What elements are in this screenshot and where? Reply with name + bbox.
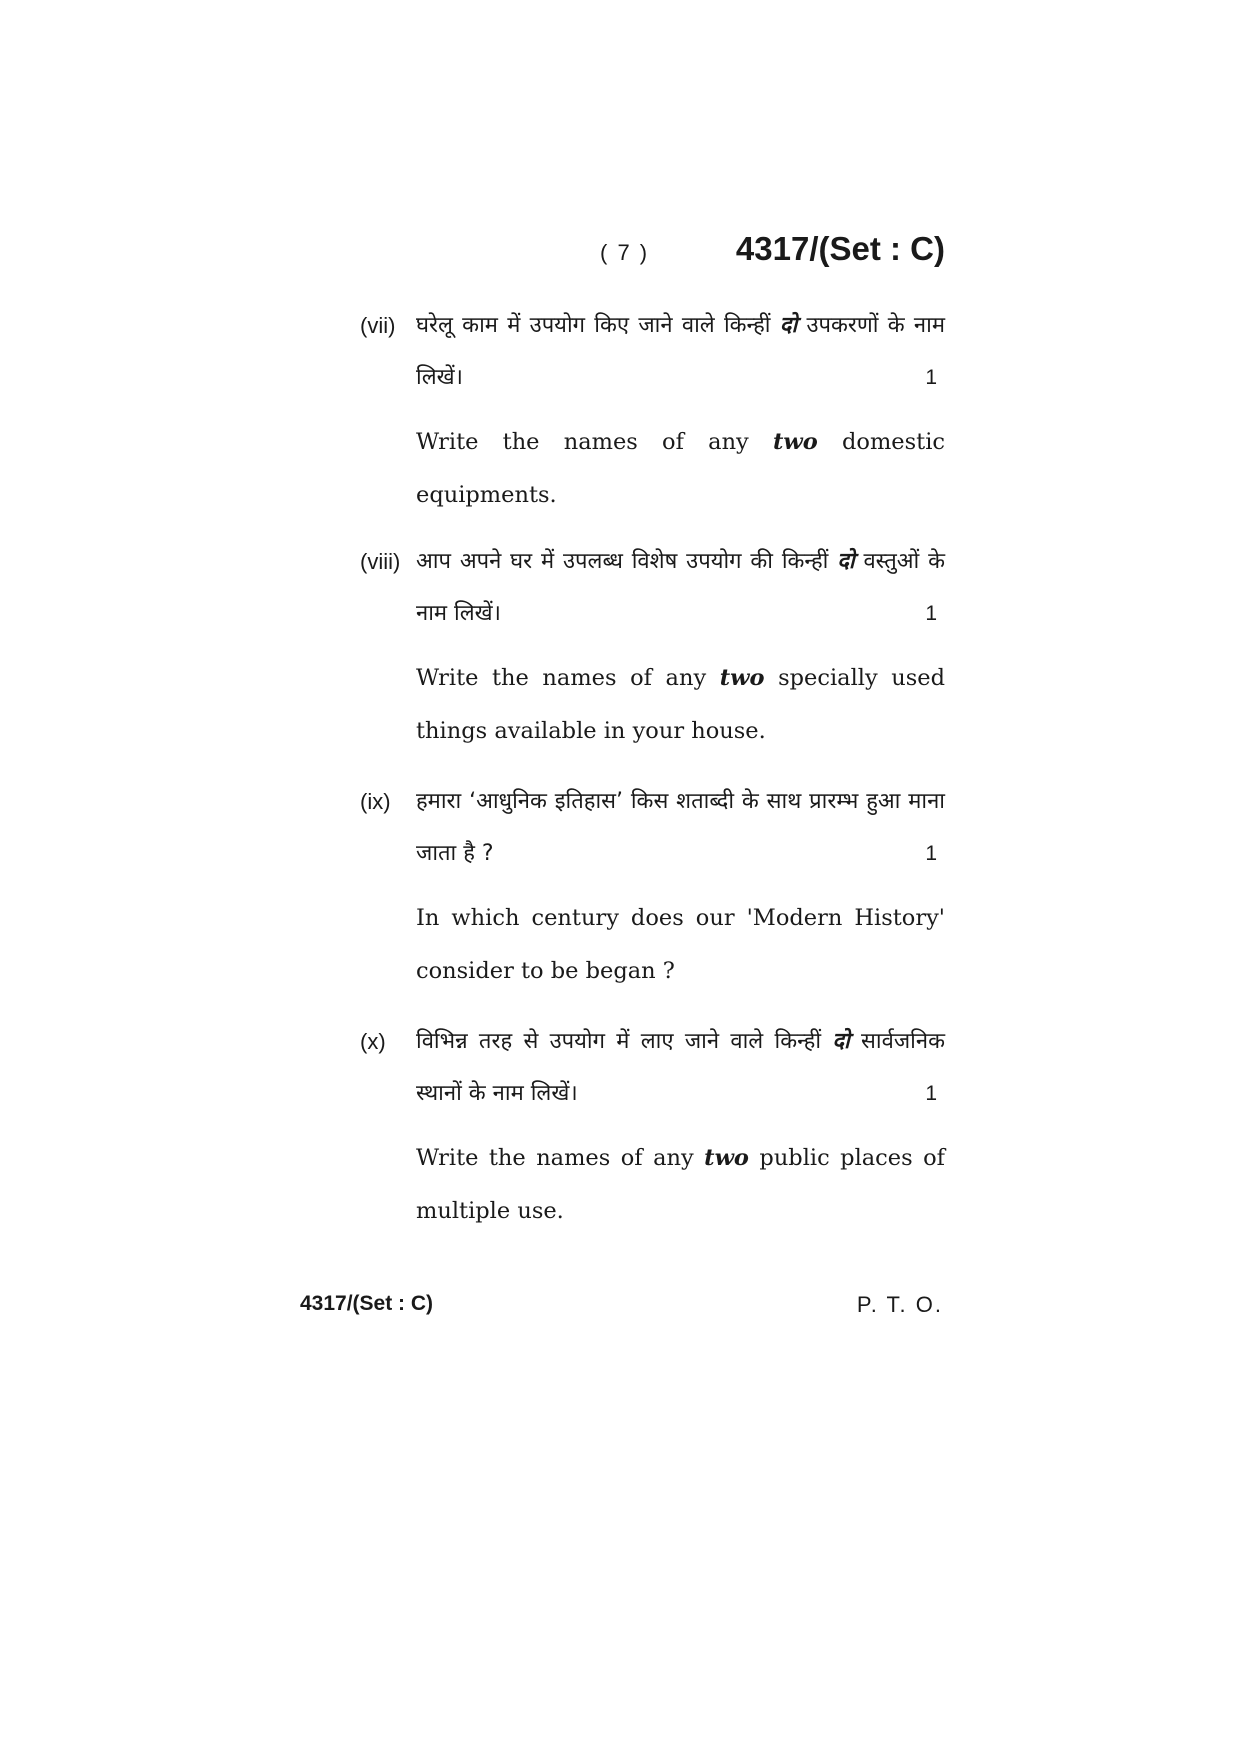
question-hindi-text: आप अपने घर में उपलब्ध विशेष उपयोग की किन्हीं दो वस्तुओं के नाम लिखें। 1 xyxy=(416,536,945,640)
question-english-text: Write the names of any two domestic equipments. xyxy=(416,429,945,508)
marks-value: 1 xyxy=(925,366,937,389)
question-hindi-text: हमारा ‘आधुनिक इतिहास’ किस शताब्दी के साथ प्रारम्भ हुआ माना जाता है ? 1 xyxy=(416,776,945,880)
question-english-text: Write the names of any two public places of multiple use. xyxy=(416,1145,945,1224)
emphasis-word: two xyxy=(773,429,818,455)
question-english-text: Write the names of any two specially used things available in your house. xyxy=(416,665,945,744)
marks-value: 1 xyxy=(925,842,937,865)
emphasis-word: दो xyxy=(837,549,855,574)
question-hindi-text: घरेलू काम में उपयोग किए जाने वाले किन्हीं दो उपकरणों के नाम लिखें। 1 xyxy=(416,300,945,404)
marks-value: 1 xyxy=(925,1082,937,1105)
question-number: (x) xyxy=(360,1029,386,1054)
question-english-text: In which century does our 'Modern History' consider to be began ? xyxy=(416,905,945,984)
emphasis-word: two xyxy=(704,1145,749,1171)
page-number: ( 7 ) xyxy=(600,240,650,265)
emphasis-word: दो xyxy=(779,313,798,338)
emphasis-word: दो xyxy=(832,1029,850,1054)
marks-value: 1 xyxy=(925,602,937,625)
question-number: (ix) xyxy=(360,789,391,814)
pto-label: P. T. O. xyxy=(856,1292,943,1317)
paper-code-footer: 4317/(Set : C) xyxy=(300,1292,434,1315)
question-number: (vii) xyxy=(360,313,396,338)
question-number: (viii) xyxy=(360,549,401,574)
paper-code-header: 4317/(Set : C) xyxy=(735,230,945,267)
question-hindi-text: विभिन्न तरह से उपयोग में लाए जाने वाले किन्हीं दो सार्वजनिक स्थानों के नाम लिखें। 1 xyxy=(416,1016,945,1120)
emphasis-word: two xyxy=(719,665,765,691)
